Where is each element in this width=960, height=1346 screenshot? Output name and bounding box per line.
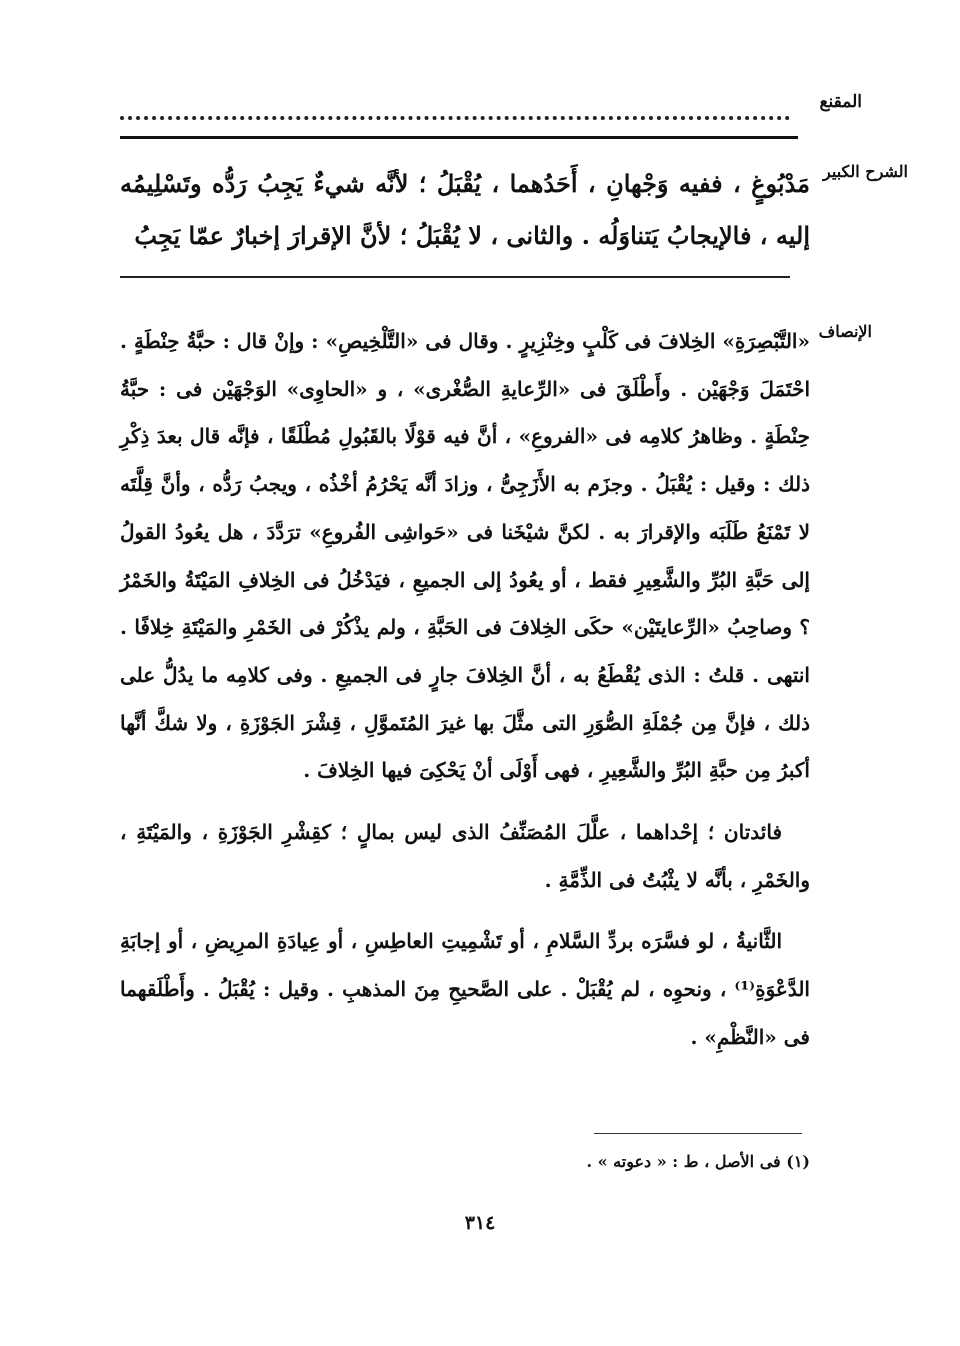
margin-label-insaf: الإنصاف [818, 322, 872, 341]
insaf-paragraph-2 [120, 809, 810, 904]
sharh-text-block: مَدْبُوغٍ ، ففيه وَجْهانِ ، أَحَدُهما ، يُقْبَلُ ؛ لأنَّه شيءٌ يَجِبُ رَدُّه وتَسْلِيمُه إليه ، فالإيجابُ يَتناوَلُه . والثانى ، لا يُقْبَلُ ؛ لأنَّ الإقرارَ إخبارٌ عمّا يَجِبُ [120, 169, 810, 250]
header-dotted-rule [120, 96, 790, 120]
page-number: ٣١٤ [464, 1212, 496, 1234]
paragraph-lead-word: فائدتان ؛ [707, 820, 783, 845]
running-header-title: المقنع [819, 92, 862, 112]
insaf-text-block [120, 318, 810, 1062]
margin-label-sharh: الشرح الكبير [823, 162, 908, 181]
footnote: (١) فى الأصل ، ط : « دعوته » . [586, 1152, 810, 1171]
insaf-paragraph-3: الثَّانيةُ ، لو فسَّرَه بردِّ السَّلامِ ، أو تَشْمِيتِ العاطِسِ ، أو عِيادَةِ المرِيضِ ، أو إجابَةِ الدَّعْوَةِ⁽¹⁾ ، ونحوِه ، لم يُقْبَلْ . على الصَّحيحِ مِنَ المذهبِ . وقيل : يُقْبَلُ . وأَطْلَقهما فى «النَّظْمِ» . [120, 929, 810, 1049]
insaf-paragraph-1: «التَّبْصِرَةِ» الخِلافَ فى كَلْبٍ وخِنْزِيرٍ . وقال فى «التَّلْخِيصِ» : وإنْ قال : حبَّةُ حِنْطَةٍ . احْتَمَلَ وَجْهَيْن . وأَطْلَقَ فى «الرِّعايةِ الصُّغْرى» ، و «الحاوِى» الوَجْهَيْن فى : حبَّةُ حِنْطَةٍ . وظاهرُ كلامِه فى «الفروعِ» ، أنَّ فيه قوْلًا بالقَبُولِ مُطْلَقًا ، فإنَّه قال بعدَ ذِكْرِ ذلك : وقيل : يُقْبَلُ . وجزَم به الأَزَجِىُّ ، وزادَ أنَّه يَحْرُمُ أخْذُه ، ويجبُ رَدُّه ، وأنَّ قِلَّتَه لا تَمْنَعُ طَلَبَه والإقرارَ به . لكنَّ شيْخَنا فى «حَواشِى الفُروعِ» ترَدَّدَ ، هل يعُودُ القولُ إلى حَبَّةِ البُرِّ والشَّعِيرِ فقط ، أو يعُودُ إلى الجميعِ ، فيَدْخُلُ فى الخِلافِ المَيْتَةُ والخَمْرُ ؟ وصاحِبُ «الرِّعايتَيْن» حكَى الخِلافَ فى الحَبَّةِ ، ولم يذْكُرْ فى الخَمْرِ والمَيْتَةِ خِلافًا . انتهى . قلتُ : الذى يُقْطَعُ به ، أنَّ الخِلافَ جارٍ فى الجميعِ . وفى كلامِه ما يدُلُّ على ذلك ، فإنَّ مِن جُمْلَةِ الصُّوَرِ التى مثَّلَ بها غيرَ المُتَموَّلِ ، قِشْرَ الجَوْزَةِ ، ولا شكَّ أنَّها أكبرُ مِن حبَّةِ البُرِّ والشَّعِيرِ ، فهى أَوْلَى أنْ يَحْكِىَ فيها الخِلافَ . [120, 329, 811, 783]
insaf-paragraph-2-text: إحْداهما ، علَّلَ المُصَنِّفُ الذى ليس بمالٍ ؛ كقِشْرِ الجَوْزَةِ ، والمَيْتَةِ ، والخَمْرِ ، بأنَّه لا يثْبُتُ فى الذِّمَّةِ . [120, 820, 810, 892]
footnote-rule [594, 1133, 802, 1134]
header-rule [120, 136, 798, 139]
section-divider [120, 276, 790, 278]
